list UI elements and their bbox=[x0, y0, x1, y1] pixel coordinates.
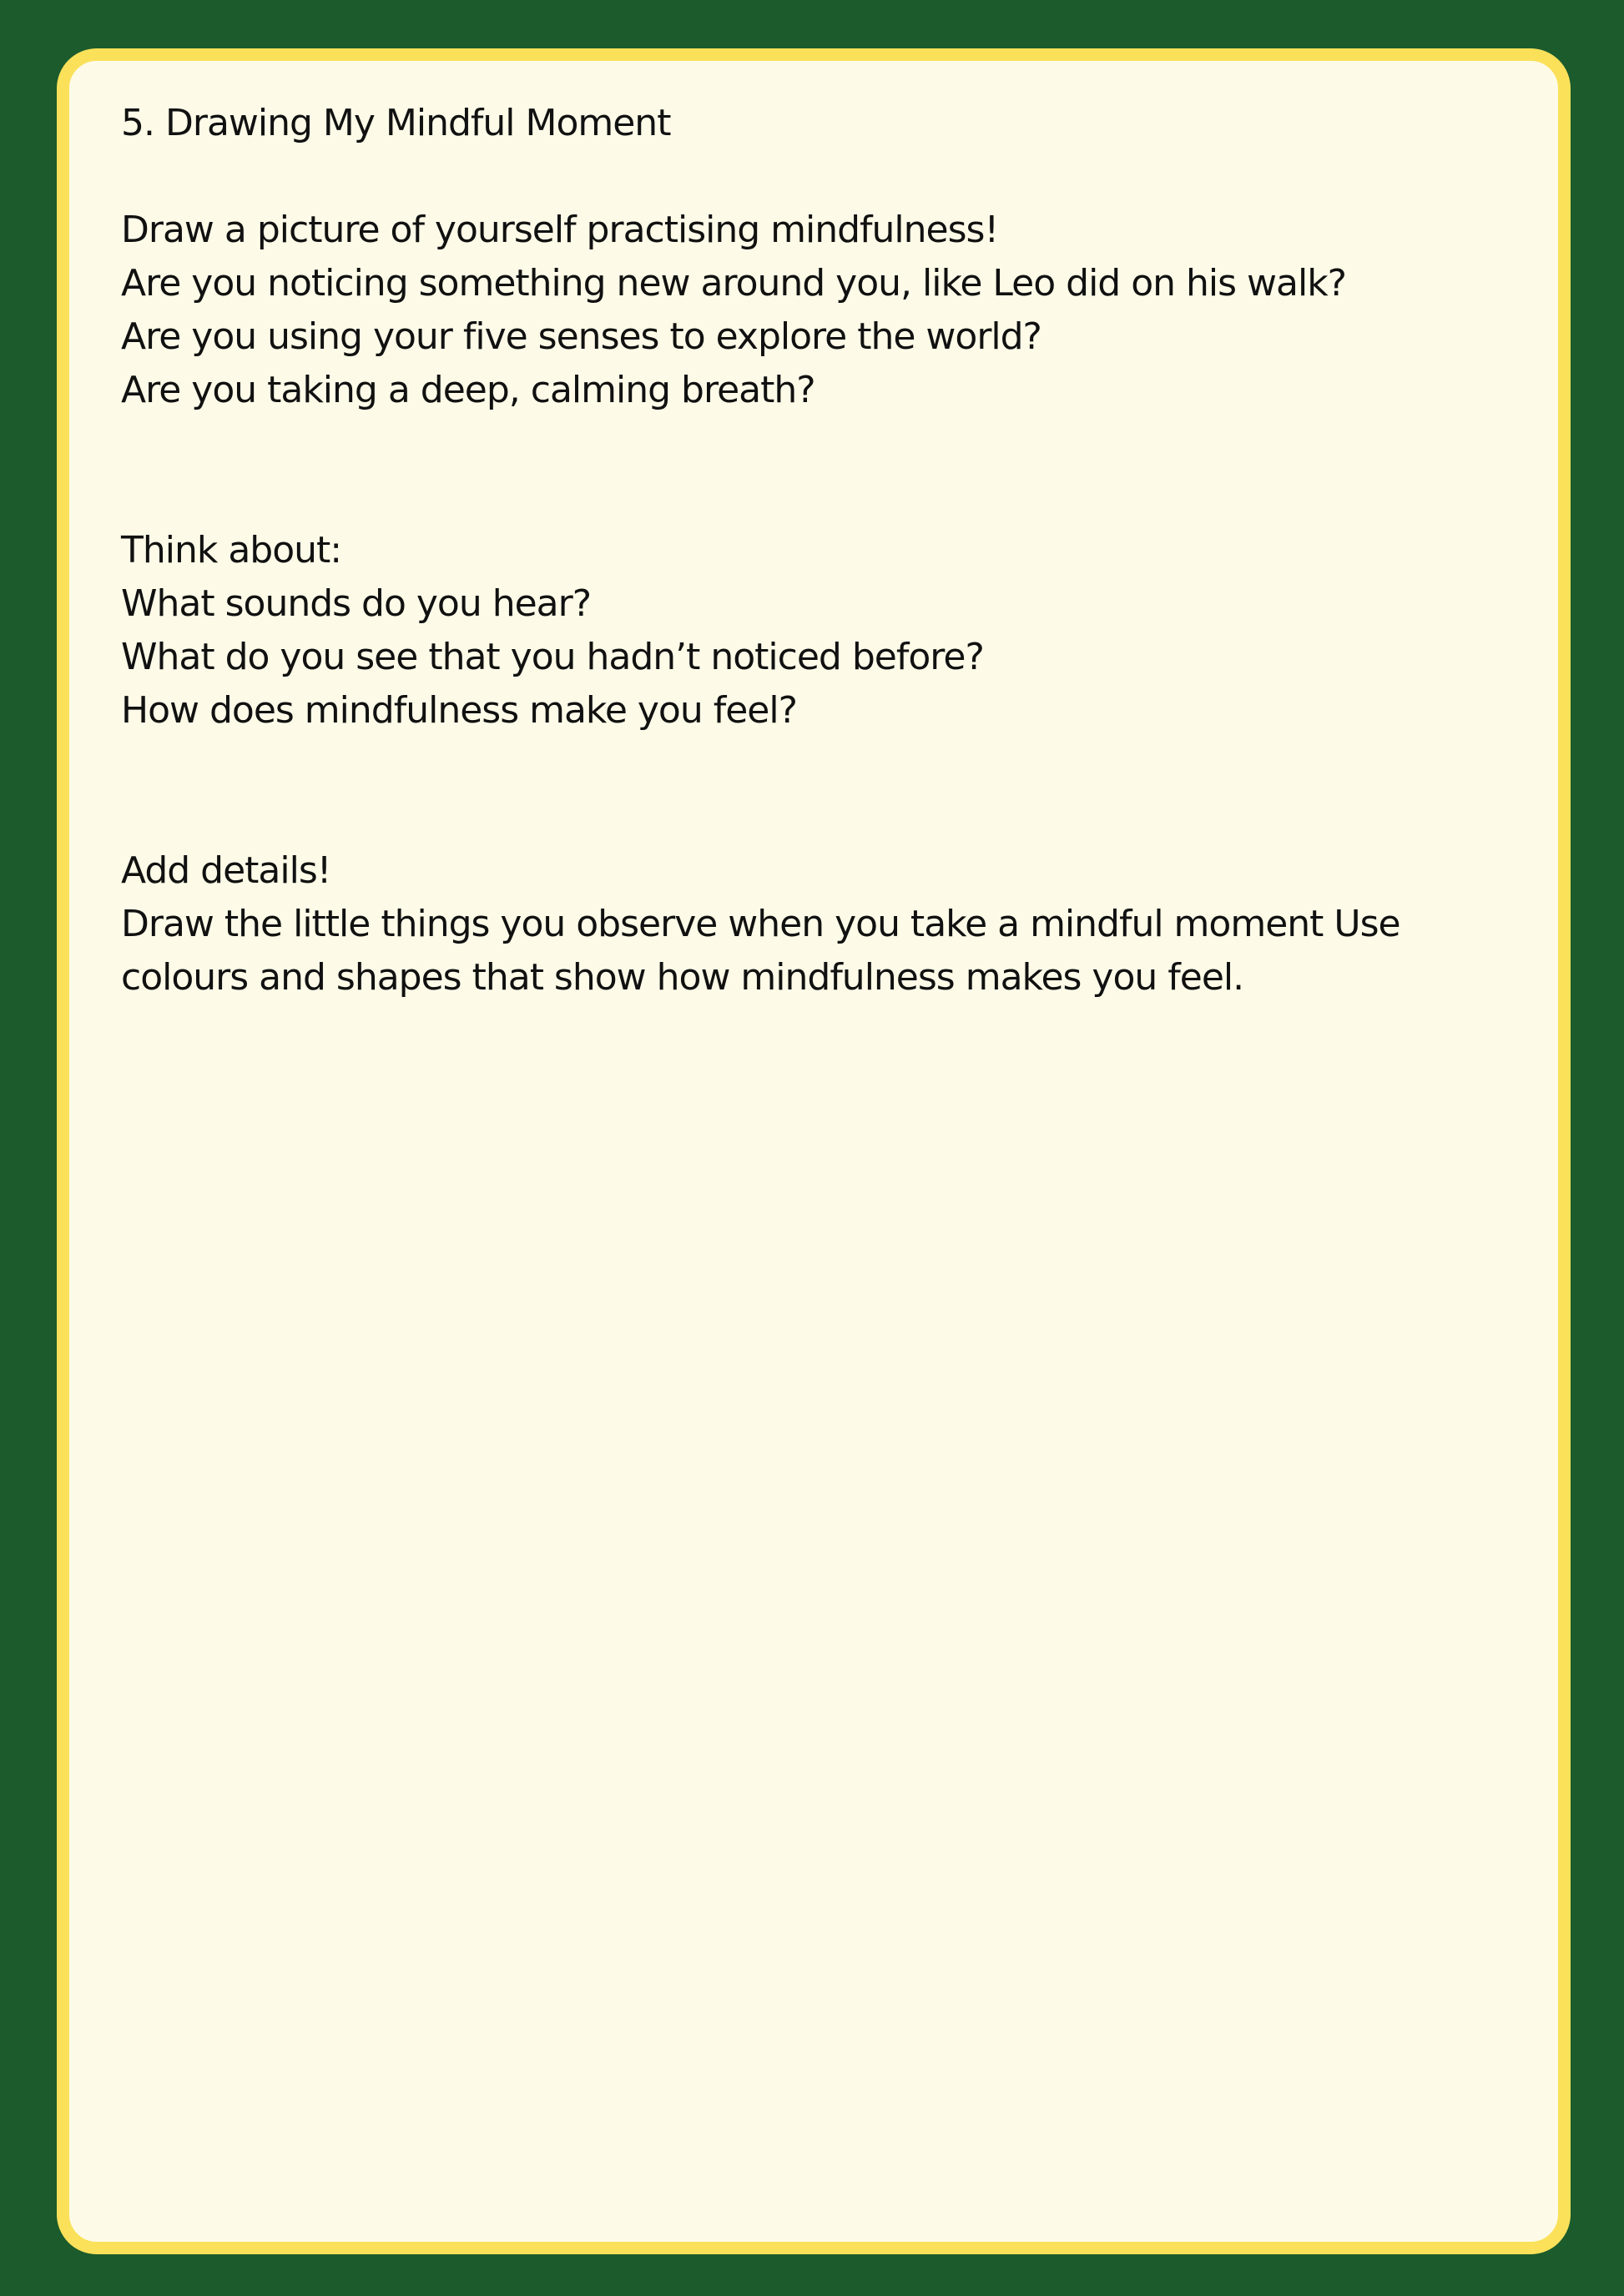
details-text: Draw the little things you observe when you take a mindful moment Use colours and shapes that show how mindfulness makes you feel. bbox=[121, 903, 1400, 999]
details-heading: Add details! bbox=[121, 849, 331, 892]
intro-line: Are you taking a deep, calming breath? bbox=[121, 369, 815, 411]
intro-line: Are you noticing something new around you, like Leo did on his walk? bbox=[121, 262, 1347, 305]
section-spacer bbox=[121, 738, 1523, 844]
intro-line: Are you using your five senses to explore the world? bbox=[121, 315, 1041, 358]
think-line: How does mindfulness make you feel? bbox=[121, 689, 797, 732]
page-title: 5. Drawing My Mindful Moment bbox=[121, 102, 671, 144]
think-heading: Think about: bbox=[121, 529, 342, 571]
think-section bbox=[121, 524, 1523, 738]
details-section bbox=[121, 844, 1523, 1004]
worksheet-content bbox=[121, 97, 1523, 1004]
section-spacer bbox=[121, 417, 1523, 524]
intro-heading: Draw a picture of yourself practising mindfulness! bbox=[121, 209, 999, 251]
think-line: What do you see that you hadn’t noticed before? bbox=[121, 636, 984, 678]
intro-section bbox=[121, 204, 1523, 417]
think-line: What sounds do you hear? bbox=[121, 582, 592, 625]
